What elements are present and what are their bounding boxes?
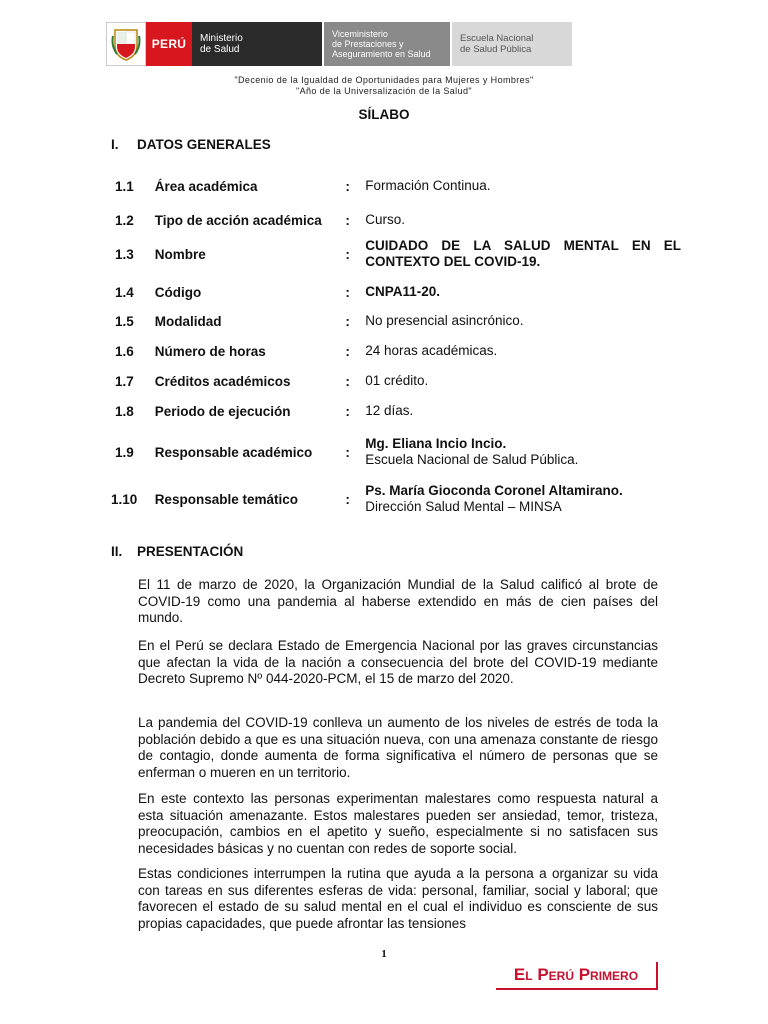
row-number: 1.9 bbox=[115, 444, 134, 460]
escuela-text: Escuela Nacional de Salud Pública bbox=[460, 33, 534, 55]
coat-of-arms-icon bbox=[106, 22, 146, 66]
paragraph: La pandemia del COVID-19 conlleva un aumento de los niveles de estrés de toda la población debido a que es una situación nueva, con una amenaza constante de riesgo de contagio, donde aumenta de forma significativa el número de personas que se enferman o mueren en un territorio. bbox=[138, 715, 658, 780]
row-colon: : bbox=[345, 178, 350, 194]
datos-row bbox=[111, 343, 681, 359]
row-colon: : bbox=[345, 343, 350, 359]
datos-row bbox=[111, 284, 681, 300]
row-label: Créditos académicos bbox=[154, 373, 291, 389]
paragraph: En el Perú se declara Estado de Emergencia Nacional por las graves circunstancias que afectan la vida de la nación a consecuencia del brote del COVID-19 mediante Decreto Supremo Nº 044-2020-PCM, el 15 de marzo del 2020. bbox=[138, 638, 658, 686]
row-number: 1.6 bbox=[115, 343, 134, 359]
row-colon: : bbox=[345, 313, 350, 329]
institutional-header bbox=[106, 22, 572, 66]
row-value: 12 días. bbox=[365, 403, 414, 418]
section-title: DATOS GENERALES bbox=[137, 137, 271, 152]
paragraph: El 11 de marzo de 2020, la Organización Mundial de la Salud calificó al brote de COVID-19 como una pandemia al haberse extendido en más de cien países del mundo. bbox=[138, 577, 658, 625]
responsable-institution: Escuela Nacional de Salud Pública. bbox=[365, 452, 579, 467]
row-value: CNPA11-20. bbox=[365, 284, 441, 299]
brand-text: El Perú Primero bbox=[513, 965, 639, 984]
datos-row bbox=[111, 483, 681, 515]
row-label: Tipo de acción académica bbox=[154, 212, 322, 228]
row-number: 1.8 bbox=[115, 403, 134, 419]
decenio-line-2: "Año de la Universalización de la Salud" bbox=[296, 86, 472, 96]
page-number: 1 bbox=[381, 948, 387, 960]
row-label: Número de horas bbox=[154, 343, 266, 359]
row-value: Curso. bbox=[365, 212, 405, 227]
viceministerio-label bbox=[324, 22, 450, 66]
document-title: SÍLABO bbox=[358, 107, 410, 122]
datos-row bbox=[111, 212, 681, 228]
datos-row bbox=[111, 178, 681, 194]
row-label: Nombre bbox=[154, 246, 206, 262]
section-heading-datos bbox=[111, 137, 271, 152]
el-peru-primero-logo bbox=[496, 962, 658, 990]
row-label: Responsable temático bbox=[154, 491, 298, 507]
ministerio-text: Ministerio de Salud bbox=[200, 33, 243, 55]
responsable-name: Mg. Eliana Incio Incio. bbox=[365, 436, 507, 451]
row-number: 1.7 bbox=[115, 373, 134, 389]
datos-row bbox=[111, 436, 681, 468]
viceministerio-text: Viceministerio de Prestaciones y Aseguramiento en Salud bbox=[332, 29, 431, 59]
responsable-name: Ps. María Gioconda Coronel Altamirano. bbox=[365, 483, 623, 498]
row-number: 1.10 bbox=[111, 491, 138, 507]
row-colon: : bbox=[345, 212, 350, 228]
paragraph: Estas condiciones interrumpen la rutina que ayuda a la persona a organizar su vida con tareas en sus diferentes esferas de vida: personal, familiar, social y laboral; que favorecen el estado de su salud mental en el cual el individuo es consciente de sus propias capacidades, que puede afrontar las tensiones bbox=[138, 866, 658, 931]
responsable-institution: Dirección Salud Mental – MINSA bbox=[365, 499, 562, 514]
row-value: Formación Continua. bbox=[365, 178, 491, 193]
row-colon: : bbox=[345, 246, 350, 262]
row-colon: : bbox=[345, 403, 350, 419]
row-label: Área académica bbox=[154, 178, 258, 194]
row-number: 1.4 bbox=[115, 284, 134, 300]
row-value: CUIDADO DE LA SALUD MENTAL EN EL CONTEXTO DEL COVID-19. bbox=[365, 238, 681, 269]
row-value: No presencial asincrónico. bbox=[365, 313, 524, 328]
row-number: 1.1 bbox=[115, 178, 134, 194]
row-value bbox=[365, 483, 681, 515]
row-colon: : bbox=[345, 491, 350, 507]
datos-row bbox=[111, 313, 681, 329]
ministerio-label bbox=[192, 22, 322, 66]
row-label: Periodo de ejecución bbox=[154, 403, 291, 419]
peru-label: PERÚ bbox=[146, 22, 192, 66]
escuela-label bbox=[452, 22, 572, 66]
section-number: I. bbox=[111, 137, 119, 152]
datos-row bbox=[111, 373, 681, 389]
row-value: 24 horas académicas. bbox=[365, 343, 498, 358]
row-colon: : bbox=[345, 373, 350, 389]
row-label: Código bbox=[154, 284, 202, 300]
row-label: Modalidad bbox=[154, 313, 222, 329]
decenio-line-1: "Decenio de la Igualdad de Oportunidades para Mujeres y Hombres" bbox=[234, 75, 534, 85]
row-colon: : bbox=[345, 444, 350, 460]
paragraph: En este contexto las personas experimentan malestares como respuesta natural a esta situación amenazante. Estos malestares pueden ser ansiedad, temor, tristeza, preocupación, cambios en el apetito y sueño, especialmente si no satisfacen sus necesidades básicas y no cuentan con redes de soporte social. bbox=[138, 791, 658, 856]
row-number: 1.2 bbox=[115, 212, 134, 228]
section-number: II. bbox=[111, 544, 123, 559]
row-number: 1.5 bbox=[115, 313, 134, 329]
row-colon: : bbox=[345, 284, 350, 300]
section-title: PRESENTACIÓN bbox=[137, 544, 244, 559]
row-number: 1.3 bbox=[115, 246, 134, 262]
row-value bbox=[365, 436, 681, 468]
row-label: Responsable académico bbox=[154, 444, 313, 460]
datos-row bbox=[111, 403, 681, 419]
row-value: 01 crédito. bbox=[365, 373, 429, 388]
datos-row bbox=[111, 238, 681, 270]
section-heading-presentacion bbox=[111, 544, 243, 559]
